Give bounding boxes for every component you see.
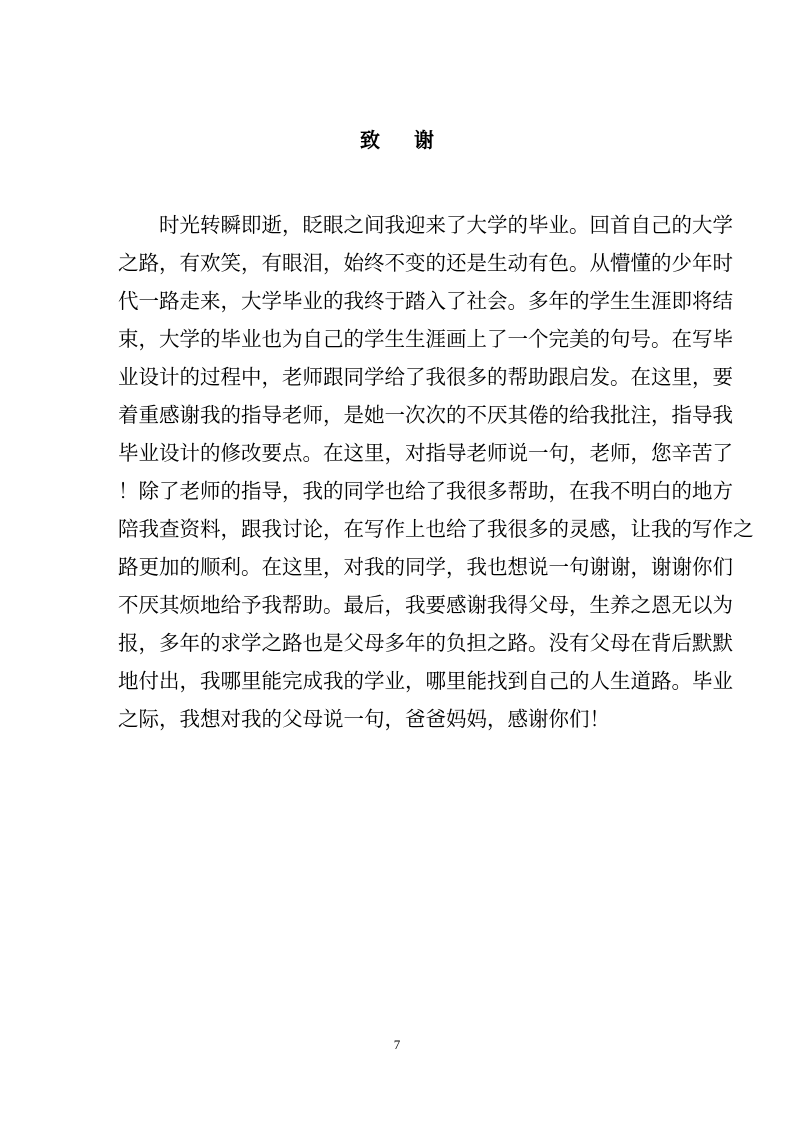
page-title: [0, 126, 794, 154]
title-char-2: 谢: [414, 128, 434, 152]
title-char-1: 致: [360, 128, 380, 152]
page-number: 7: [393, 1037, 401, 1052]
